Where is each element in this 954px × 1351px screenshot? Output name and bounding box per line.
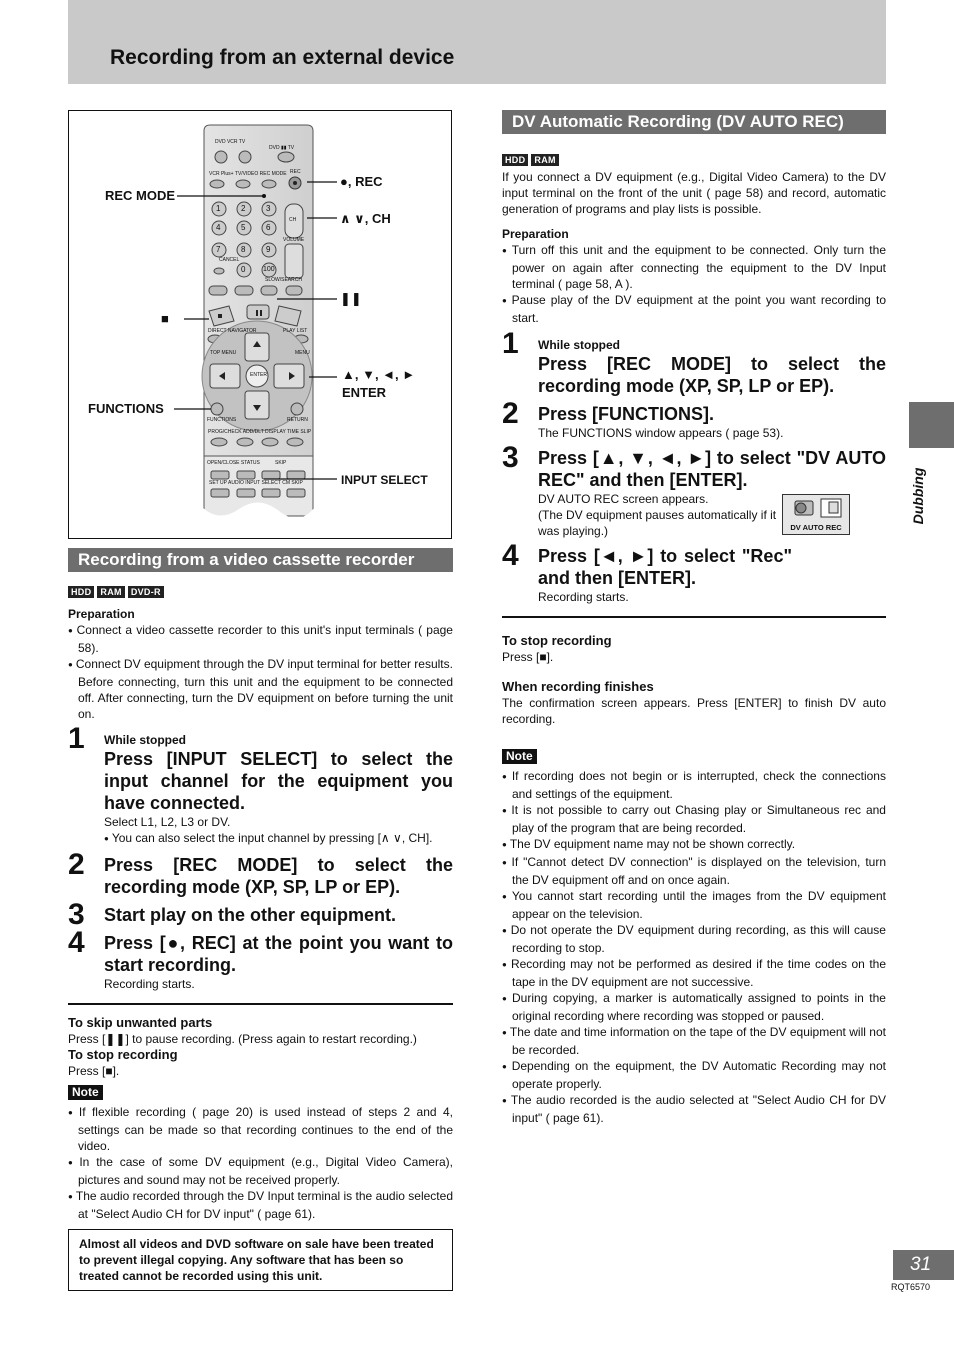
right-section-title: DV Automatic Recording (DV AUTO REC) [502,110,886,134]
left-divider [68,1003,453,1005]
tag-dvd-r: DVD-R [128,586,164,598]
left-note-item: ● In the case of some DV equipment (e.g., Digital Video Camera), pictures and sound may not be received properly. [68,1154,453,1188]
right-note-item: ● The date and time information on the tape of the DV equipment will not be recorded. [502,1024,886,1058]
remote-text-menu: MENU [295,350,310,356]
copy-protection-warning: Almost all videos and DVD software on sale have been treated to prevent illegal copying. Any software that has been so treated cannot be recorded using this unit. [68,1229,453,1291]
camera-icon [783,495,849,523]
right-step-2: 2 Press [FUNCTIONS]. The FUNCTIONS window appears ( page 53). [502,397,784,440]
remote-figure: DVD VCR TV DVD ▮▮ TV VCR Plus+ TV/VIDEO REC MODE REC CH VOLUME CANCEL SLOW/SEARCH DIRECT NAVIGATOR PLAY LIST TOP MENU MENU ENTER FUNCTIONS RETURN PROG/CHECK ADD/DLT DISPLAY TIME SLIP OPEN/CLOSE STATUS SKIP SET UP AUDIO INPUT SELECT CM SKIP 1 2 3 4 5 6 7 8 9 0 100 REC MODE ●, REC ∧ ∨, CH ■ ❚❚ ▲, ▼, ◄, ► ENTER FUNCTIONS INPUT SELECT [68,110,452,539]
left-note-item: ● The audio recorded through the DV Input terminal is the audio selected at "Select Audio CH for DV input" ( page 61). [68,1188,453,1222]
tag-hdd: HDD [502,154,528,166]
left-note-label: Note [68,1085,103,1100]
remote-text-rec: REC [290,169,301,175]
right-divider [502,616,886,618]
left-step-3: 3 Start play on the other equipment. [68,898,397,931]
left-prep-item: ● Connect DV equipment through the DV input terminal for better results. Before connecting, turn this unit and the equipment to be connected off. After connecting, turn the DV equipment on before turning the unit on. [68,656,453,722]
label-input-select: INPUT SELECT [341,473,428,487]
right-step-4: 4 Press [◄, ►] to select "Rec" and then [ENTER]. Recording starts. [502,539,792,604]
remote-text-top-menu: TOP MENU [210,350,237,356]
tag-ram: RAM [531,154,558,166]
right-media-tags [502,150,886,168]
remote-text-cancel: CANCEL [219,257,240,263]
label-rec-mode: REC MODE [105,188,176,203]
label-rec: ●, REC [340,174,383,189]
right-note-label: Note [502,749,537,764]
right-prep-item: ● Pause play of the DV equipment at the point you want recording to start. [502,292,886,326]
side-tab-label: Dubbing [910,467,926,525]
remote-text-dvd-vcr-tv: DVD VCR TV [215,139,246,145]
remote-text-setup: SET UP AUDIO INPUT SELECT CM SKIP [209,480,303,486]
left-step-1: 1 While stopped Press [INPUT SELECT] to select the input channel for the equipment you have connected. Select L1, L2, L3 or DV. ● You can also select the input channel by pressing [∧ ∨, CH]. [68,728,453,848]
remote-text-dvd-tv: DVD ▮▮ TV [269,145,295,151]
left-note-item: ● If flexible recording ( page 20) is used instead of steps 2 and 4, settings can be made so that recording continues to the end of the video. [68,1104,453,1154]
label-ch: ∧ ∨, CH [340,211,391,226]
remote-text-enter: ENTER [250,372,267,378]
remote-text-open-close: OPEN/CLOSE STATUS [207,460,260,466]
left-step-2: 2 Press [REC MODE] to select the recording mode (XP, SP, LP or EP). [68,848,453,897]
remote-text-volume: VOLUME [283,237,305,243]
tag-hdd: HDD [68,586,94,598]
label-pause: ❚❚ [340,291,362,306]
remote-text-return: RETURN [287,417,308,423]
label-enter: ENTER [342,385,387,400]
remote-text-direct-navigator: DIRECT NAVIGATOR [208,328,257,334]
right-note-item: ● Do not operate the DV equipment during recording, as this will cause recording to stop. [502,922,886,956]
right-note-item: ● Recording may not be performed as desired if the time codes on the tape in the DV equipment are not successive. [502,956,886,990]
remote-text-prog-row: PROG/CHECK ADD/DLT DISPLAY TIME SLIP [208,429,312,435]
remote-text-vcr-plus: VCR Plus+ TV/VIDEO REC MODE [209,171,287,177]
left-prep-item: ● Connect a video cassette recorder to this unit's input terminals ( page 58). [68,622,453,656]
skip-title: To skip unwanted parts [68,1015,213,1030]
right-prep-title: Preparation [502,227,569,241]
left-column [68,548,453,1291]
document-code: RQT6570 [891,1282,931,1292]
page-title: Recording from an external device [110,46,455,69]
right-note-item: ● It is not possible to carry out Chasing play or Simultaneous rec and play of the program that are being recorded. [502,802,886,836]
right-note-item: ● During copying, a marker is automatically assigned to points in the original recording where recording was stopped or paused. [502,990,886,1024]
remote-text-slow-search: SLOW/SEARCH [265,277,302,283]
right-stop-title: To stop recording [502,633,612,648]
left-step-4: 4 Press [●, REC] at the point you want to start recording. Recording starts. [68,926,453,991]
side-tab-block [909,402,954,448]
right-note-item: ● The audio recorded is the audio selected at "Select Audio CH for DV input" ( page 61). [502,1092,886,1126]
right-note-item: ● Depending on the equipment, the DV Automatic Recording may not operate properly. [502,1058,886,1092]
remote-text-ch: CH [289,217,297,223]
left-stop-text: Press [■]. [68,1064,120,1078]
skip-text: Press [❚❚] to pause recording. (Press again to restart recording.) [68,1032,417,1046]
left-media-tags [68,582,453,600]
left-section-title: Recording from a video cassette recorder [68,548,453,572]
right-column [502,110,886,1126]
left-prep-title: Preparation [68,607,135,621]
right-prep-item: ● Turn off this unit and the equipment to be connected. Only turn the power on again after connecting the equipment to the DV Input terminal ( page 58, A ). [502,242,886,292]
right-note-item: ● If "Cannot detect DV connection" is displayed on the television, turn the DV equipment off and on once again. [502,854,886,888]
right-note-item: ● The DV equipment name may not be shown correctly. [502,836,886,854]
dv-auto-rec-icon-label: DV AUTO REC [790,523,842,532]
finish-text: The confirmation screen appears. Press [ENTER] to finish DV auto recording. [502,696,886,726]
remote-text-play-list: PLAY LIST [283,328,308,334]
left-stop-title: To stop recording [68,1047,178,1062]
right-note-item: ● You cannot start recording until the images from the DV equipment appear on the television. [502,888,886,922]
tag-ram: RAM [97,586,124,598]
finish-title: When recording finishes [502,679,654,694]
right-stop-text: Press [■]. [502,650,554,664]
remote-text-skip: SKIP [275,460,287,466]
label-stop: ■ [161,311,169,326]
page-number: 31 [893,1250,954,1280]
label-functions: FUNCTIONS [88,401,164,416]
right-step-1: 1 While stopped Press [REC MODE] to select the recording mode (XP, SP, LP or EP). [502,327,886,396]
page-header [68,0,886,84]
right-note-item: ● If recording does not begin or is interrupted, check the connections and settings of the equipment. [502,768,886,802]
dv-auto-rec-icon [782,494,850,535]
right-intro: If you connect a DV equipment (e.g., Digital Video Camera) to the DV input terminal on the front of the unit ( page 58) and record, automatic generation of programs and play lists is possible. [502,170,886,216]
label-arrows: ▲, ▼, ◄, ► [342,367,416,382]
right-step-3: 3 Press [▲, ▼, ◄, ►] to select "DV AUTO REC" and then [ENTER]. DV AUTO REC screen appears. (The DV equipment pauses automatically if it was playing.) DV AUTO REC [502,441,886,538]
remote-text-functions: FUNCTIONS [207,417,237,423]
